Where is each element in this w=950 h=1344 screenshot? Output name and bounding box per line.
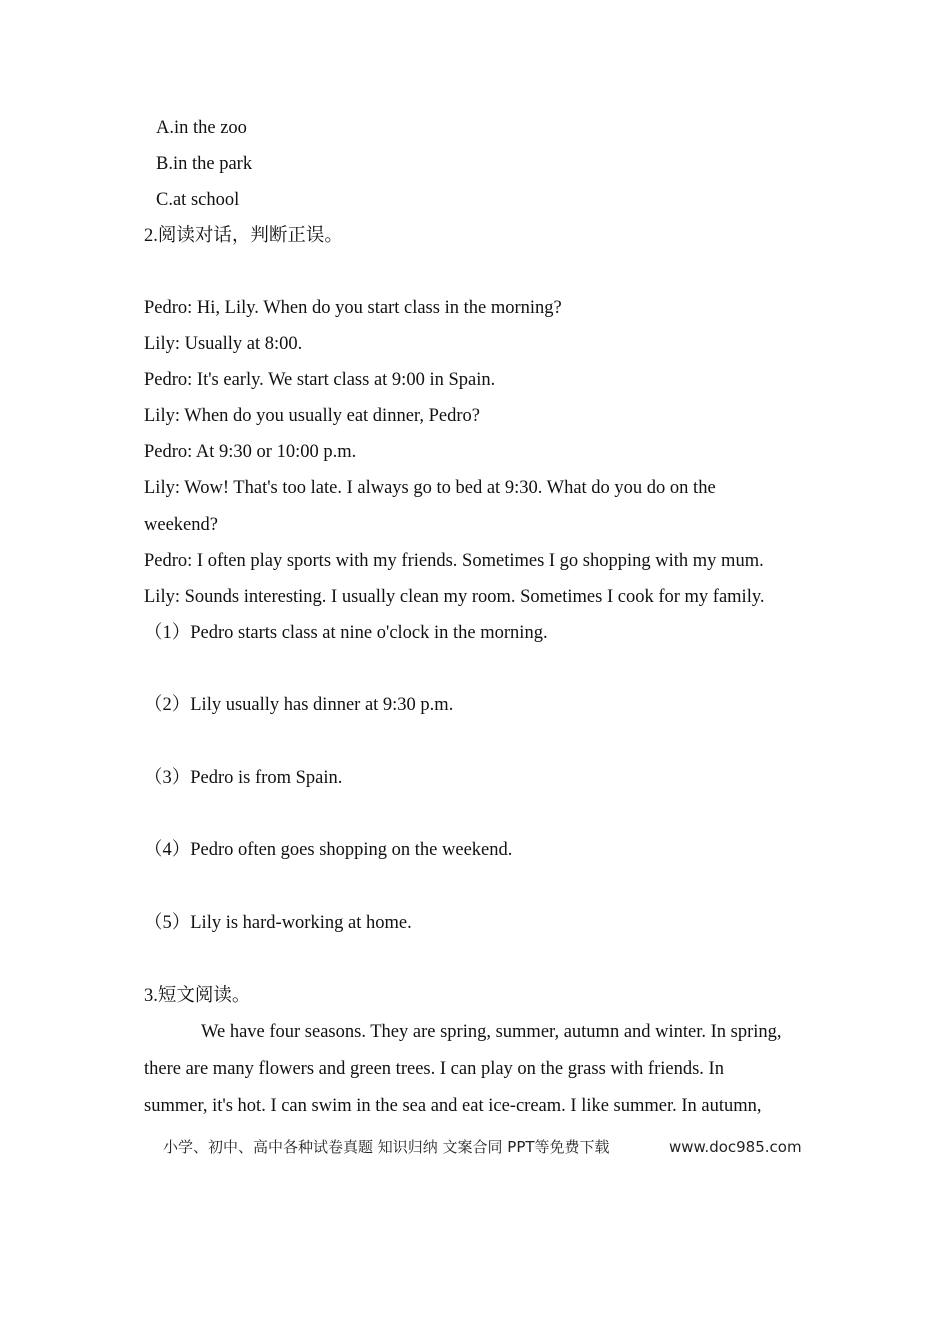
dialogue-line: weekend? [144, 515, 218, 535]
passage-line: there are many flowers and green trees. I can play on the grass with friends. In [144, 1059, 724, 1079]
dialogue-line: Lily: Sounds interesting. I usually clean my room. Sometimes I cook for my family. [144, 587, 765, 607]
dialogue-line: Pedro: Hi, Lily. When do you start class in the morning? [144, 298, 562, 318]
dialogue-line: Lily: Usually at 8:00. [144, 334, 303, 354]
dialogue-line: Pedro: I often play sports with my friends. Sometimes I go shopping with my mum. [144, 551, 764, 571]
statement-3: （3）Pedro is from Spain. [144, 768, 343, 788]
q2-heading: 2.阅读对话，判断正误。 [144, 226, 343, 246]
q3-heading: 3.短文阅读。 [144, 986, 251, 1006]
statement-2: （2）Lily usually has dinner at 9:30 p.m. [144, 695, 454, 715]
passage-line: We have four seasons. They are spring, summer, autumn and winter. In spring, [201, 1022, 782, 1042]
q1-option-a: A.in the zoo [156, 118, 247, 138]
statement-1: （1）Pedro starts class at nine o'clock in the morning. [144, 623, 548, 643]
dialogue-line: Pedro: It's early. We start class at 9:00 in Spain. [144, 370, 496, 390]
passage-line: summer, it's hot. I can swim in the sea and eat ice-cream. I like summer. In autumn, [144, 1096, 762, 1116]
statement-5: （5）Lily is hard-working at home. [144, 913, 412, 933]
footer-site-link[interactable]: www.doc985.com [669, 1138, 802, 1156]
q1-option-c: C.at school [156, 190, 240, 210]
footer-slogan: 小学、初中、高中各种试卷真题 知识归纳 文案合同 PPT等免费下载 [163, 1138, 610, 1156]
dialogue-line: Lily: Wow! That's too late. I always go to bed at 9:30. What do you do on the [144, 478, 716, 498]
q1-option-b: B.in the park [156, 154, 253, 174]
statement-4: （4）Pedro often goes shopping on the weekend. [144, 840, 513, 860]
dialogue-line: Pedro: At 9:30 or 10:00 p.m. [144, 442, 357, 462]
page-footer [0, 1135, 950, 1161]
dialogue-line: Lily: When do you usually eat dinner, Pedro? [144, 406, 480, 426]
